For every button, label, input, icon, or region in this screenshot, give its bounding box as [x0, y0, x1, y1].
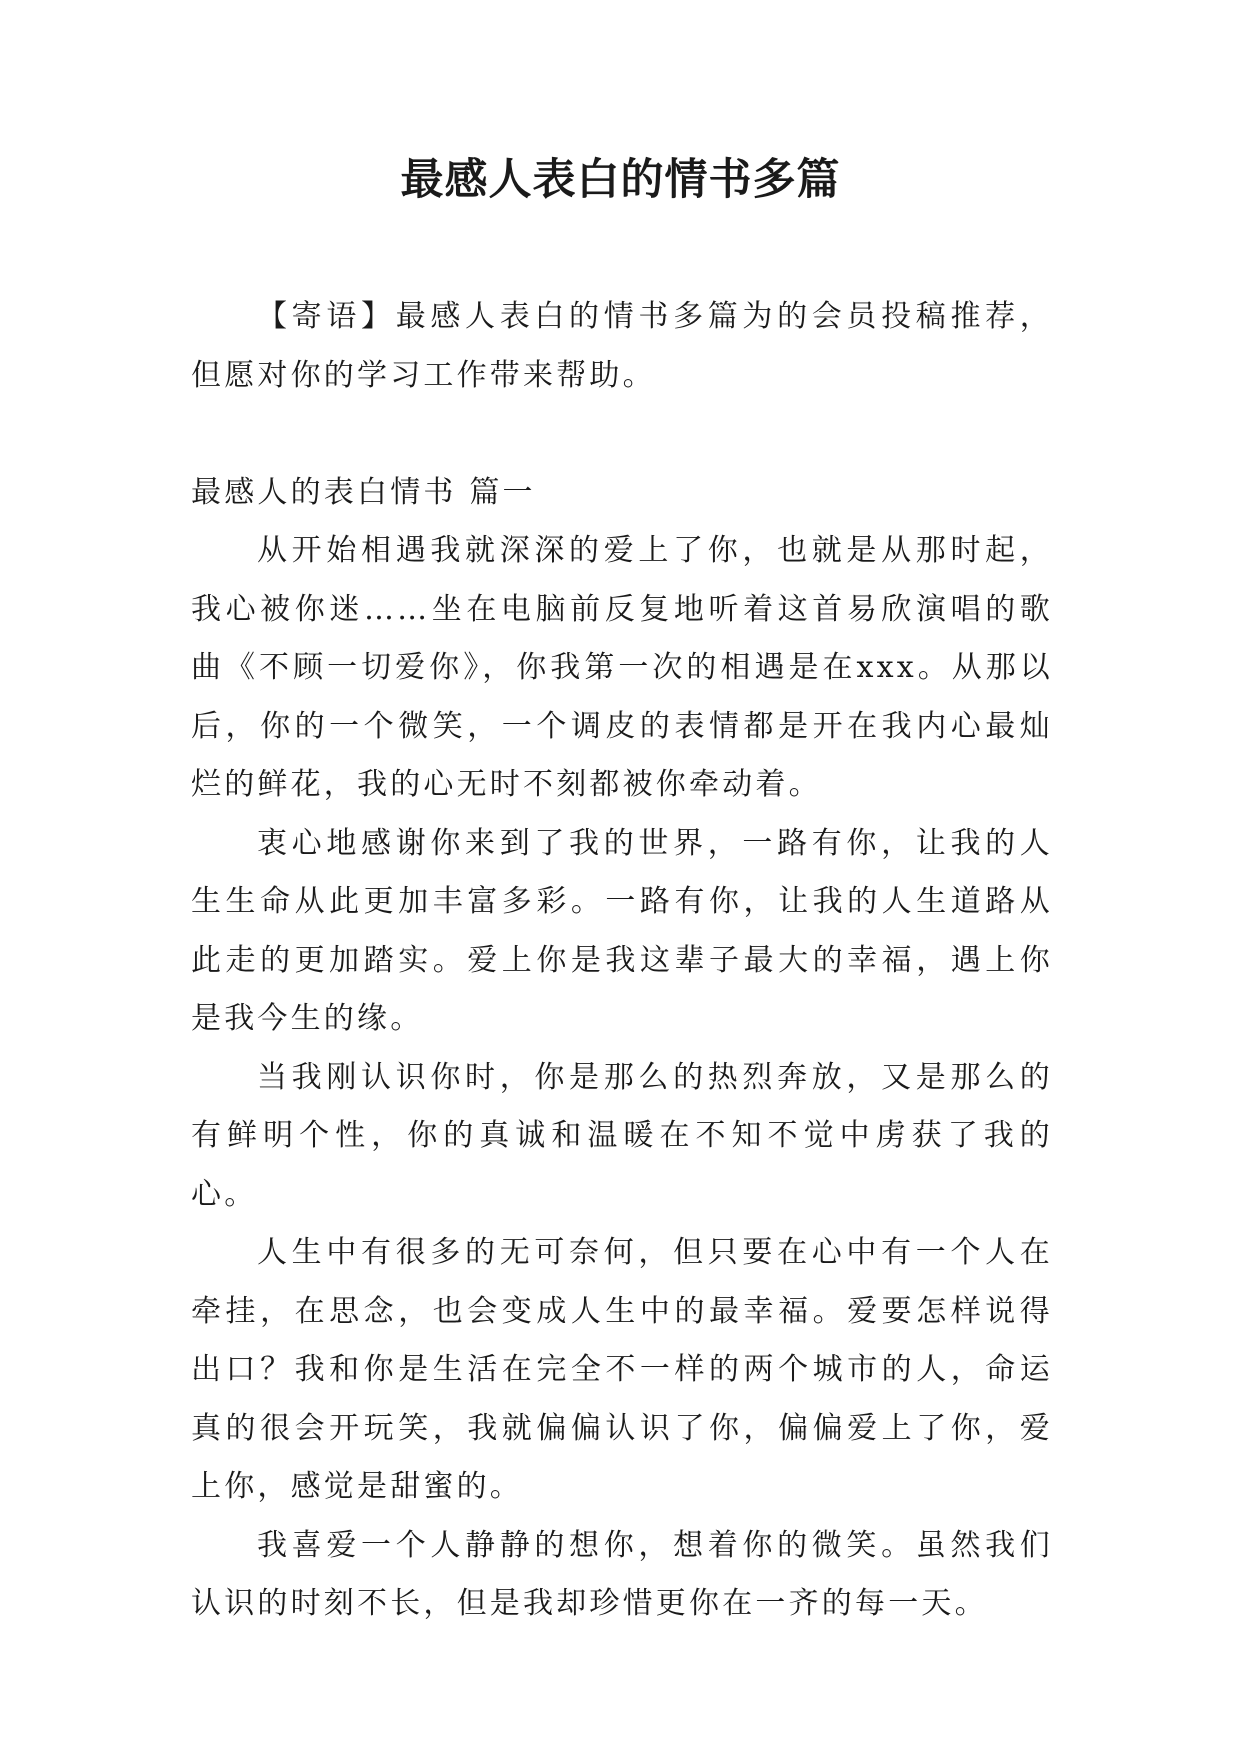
body-paragraph-2: 衷心地感谢你来到了我的世界，一路有你，让我的人生生命从此更加丰富多彩。一路有你，让我的人生道路从此走的更加踏实。爱上你是我这辈子最大的幸福，遇上你是我今生的缘。: [191, 825, 1053, 1036]
body-paragraph-4: 人生中有很多的无可奈何，但只要在心中有一个人在牵挂，在思念，也会变成人生中的最幸福。爱要怎样说得出口？我和你是生活在完全不一样的两个城市的人，命运真的很会开玩笑，我就偏偏认识了你，偏偏爱上了你，爱上你，感觉是甜蜜的。: [191, 1235, 1053, 1504]
preface-paragraph: 【寄语】最感人表白的情书多篇为的会员投稿推荐，但愿对你的学习工作带来帮助。: [191, 299, 1053, 393]
document-title: 最感人表白的情书多篇: [400, 155, 841, 205]
document-body: [191, 288, 1053, 1634]
body-paragraph-5: 我喜爱一个人静静的想你，想着你的微笑。虽然我们认识的时刻不长，但是我却珍惜更你在一齐的每一天。: [191, 1527, 1053, 1621]
blank-line: [191, 405, 1053, 464]
body-paragraph-3: 当我刚认识你时，你是那么的热烈奔放，又是那么的有鲜明个性，你的真诚和温暖在不知不觉中虏获了我的心。: [191, 1059, 1053, 1212]
section-heading: 最感人的表白情书 篇一: [191, 474, 536, 510]
body-paragraph-1: 从开始相遇我就深深的爱上了你，也就是从那时起，我心被你迷……坐在电脑前反复地听着这首易欣演唱的歌曲《不顾一切爱你》，你我第一次的相遇是在xxx。从那以后，你的一个微笑，一个调皮的表情都是开在我内心最灿烂的鲜花，我的心无时不刻都被你牵动着。: [191, 533, 1053, 802]
